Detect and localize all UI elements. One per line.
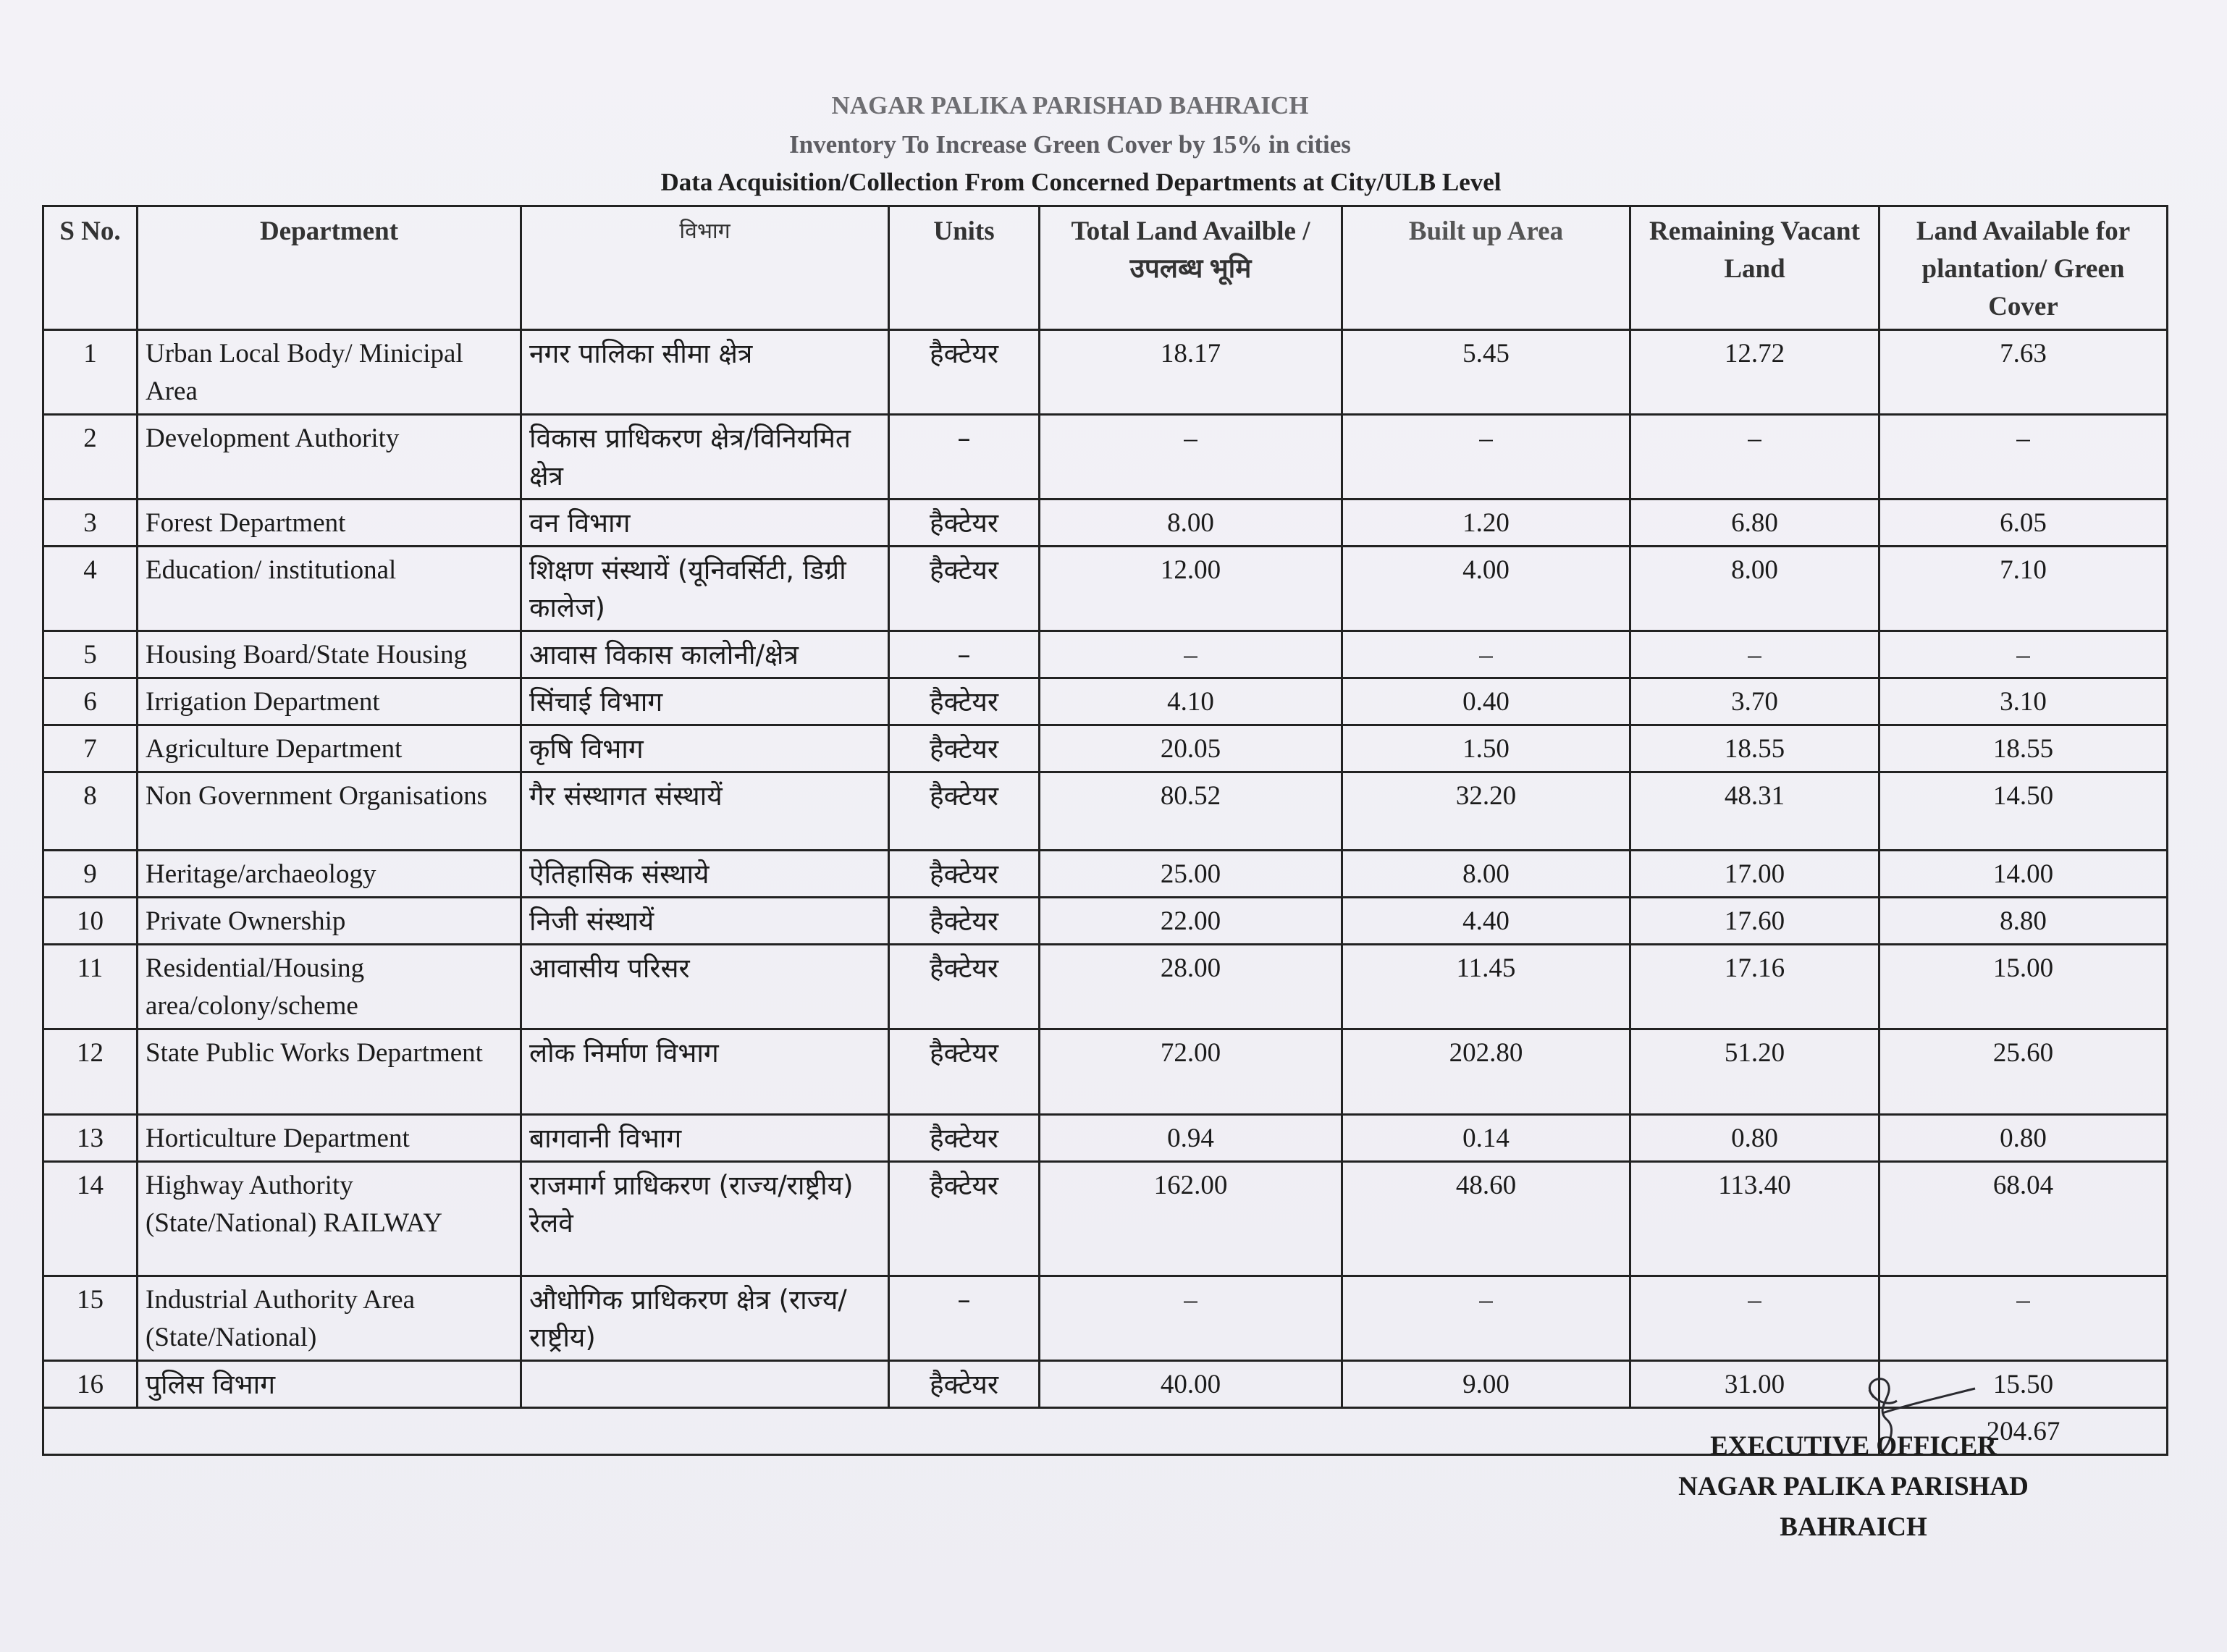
row-department: Development Authority [138,415,521,500]
row-total-land: – [1040,631,1342,678]
row-sno: 6 [43,678,138,725]
row-sno: 13 [43,1115,138,1162]
row-department: Agriculture Department [138,725,521,772]
row-department: Urban Local Body/ Minicipal Area [138,330,521,415]
row-vibhag: सिंचाई विभाग [521,678,889,725]
row-built-up: 0.14 [1342,1115,1630,1162]
total-row-spacer [43,1408,1879,1455]
row-plantation: 7.10 [1879,547,2168,631]
row-remaining: 113.40 [1630,1162,1879,1276]
row-built-up: 4.00 [1342,547,1630,631]
row-built-up: – [1342,415,1630,500]
row-total-land: 162.00 [1040,1162,1342,1276]
table-row [43,330,2168,415]
row-department: पुलिस विभाग [138,1361,521,1408]
table-row [43,415,2168,500]
signatory-title: EXECUTIVE OFFICER [1710,1431,1997,1461]
row-sno: 14 [43,1162,138,1276]
table-row [43,725,2168,772]
row-remaining: 12.72 [1630,330,1879,415]
table-row [43,772,2168,851]
row-built-up: – [1342,1276,1630,1361]
row-sno: 15 [43,1276,138,1361]
row-remaining: – [1630,415,1879,500]
col-header-vibhag: विभाग [521,206,889,330]
row-vibhag: आवासीय परिसर [521,945,889,1029]
row-plantation: 8.80 [1879,898,2168,945]
row-units: हैक्टेयर [889,945,1040,1029]
row-vibhag: विकास प्राधिकरण क्षेत्र/विनियमित क्षेत्र [521,415,889,500]
row-department: Industrial Authority Area (State/National) [138,1276,521,1361]
row-department: Private Ownership [138,898,521,945]
row-plantation: 15.00 [1879,945,2168,1029]
row-plantation: 7.63 [1879,330,2168,415]
row-built-up: 32.20 [1342,772,1630,851]
row-department: Forest Department [138,500,521,547]
row-plantation: 3.10 [1879,678,2168,725]
row-total-land: 80.52 [1040,772,1342,851]
row-department: Non Government Organisations [138,772,521,851]
row-sno: 7 [43,725,138,772]
row-sno: 8 [43,772,138,851]
row-department: State Public Works Department [138,1029,521,1115]
row-vibhag: आवास विकास कालोनी/क्षेत्र [521,631,889,678]
row-sno: 3 [43,500,138,547]
row-department: Irrigation Department [138,678,521,725]
grand-total-value: 204.67 [1879,1408,2168,1455]
row-plantation: 14.00 [1879,851,2168,898]
row-total-land: 12.00 [1040,547,1342,631]
row-total-land: 22.00 [1040,898,1342,945]
signatory-org: NAGAR PALIKA PARISHAD [1678,1472,2029,1501]
row-vibhag: कृषि विभाग [521,725,889,772]
row-total-land: 18.17 [1040,330,1342,415]
row-vibhag: वन विभाग [521,500,889,547]
row-built-up: 8.00 [1342,851,1630,898]
row-total-land: 25.00 [1040,851,1342,898]
row-remaining: 17.00 [1630,851,1879,898]
table-row [43,1029,2168,1115]
row-units: हैक्टेयर [889,898,1040,945]
row-remaining: 31.00 [1630,1361,1879,1408]
row-built-up: 48.60 [1342,1162,1630,1276]
row-department: Horticulture Department [138,1115,521,1162]
table-row [43,898,2168,945]
row-built-up: – [1342,631,1630,678]
row-total-land: 0.94 [1040,1115,1342,1162]
header-org-name: NAGAR PALIKA PARISHAD BAHRAICH [831,91,1309,119]
row-units: हैक्टेयर [889,772,1040,851]
row-built-up: 4.40 [1342,898,1630,945]
row-total-land: – [1040,415,1342,500]
row-sno: 1 [43,330,138,415]
row-vibhag: राजमार्ग प्राधिकरण (राज्य/राष्ट्रीय) रेलवे [521,1162,889,1276]
table-row [43,945,2168,1029]
table-row [43,500,2168,547]
row-units: हैक्टेयर [889,1029,1040,1115]
row-units: हैक्टेयर [889,851,1040,898]
row-remaining: 17.60 [1630,898,1879,945]
col-header-remaining: Remaining Vacant Land [1630,206,1879,330]
row-remaining: 6.80 [1630,500,1879,547]
row-remaining: 17.16 [1630,945,1879,1029]
row-sno: 16 [43,1361,138,1408]
col-header-sno: S No. [43,206,138,330]
row-built-up: 11.45 [1342,945,1630,1029]
table-body [43,330,2168,1455]
row-built-up: 1.50 [1342,725,1630,772]
row-sno: 4 [43,547,138,631]
row-department: Heritage/archaeology [138,851,521,898]
row-vibhag: निजी संस्थायें [521,898,889,945]
row-sno: 11 [43,945,138,1029]
row-plantation: 25.60 [1879,1029,2168,1115]
row-plantation: – [1879,631,2168,678]
row-units: हैक्टेयर [889,1115,1040,1162]
inventory-table [42,205,2168,1456]
row-units: हैक्टेयर [889,500,1040,547]
row-plantation: 18.55 [1879,725,2168,772]
table-row [43,1361,2168,1408]
row-plantation: 68.04 [1879,1162,2168,1276]
row-vibhag: लोक निर्माण विभाग [521,1029,889,1115]
row-total-land: 8.00 [1040,500,1342,547]
row-total-land: 28.00 [1040,945,1342,1029]
row-remaining: 0.80 [1630,1115,1879,1162]
table-row [43,851,2168,898]
row-total-land: 40.00 [1040,1361,1342,1408]
row-remaining: 48.31 [1630,772,1879,851]
row-units: हैक्टेयर [889,330,1040,415]
row-remaining: – [1630,1276,1879,1361]
row-remaining: – [1630,631,1879,678]
row-units: हैक्टेयर [889,547,1040,631]
row-vibhag: औधोगिक प्राधिकरण क्षेत्र (राज्य/राष्ट्रीय) [521,1276,889,1361]
row-units: हैक्टेयर [889,678,1040,725]
table-row [43,1162,2168,1276]
row-built-up: 202.80 [1342,1029,1630,1115]
row-vibhag: बागवानी विभाग [521,1115,889,1162]
row-vibhag: शिक्षण संस्थायें (यूनिवर्सिटी, डिग्री कालेज) [521,547,889,631]
row-plantation: – [1879,415,2168,500]
table-header-row [43,206,2168,330]
col-header-plantation: Land Available for plantation/ Green Cover [1879,206,2168,330]
row-units: – [889,1276,1040,1361]
row-department: Highway Authority (State/National) RAILWAY [138,1162,521,1276]
row-vibhag [521,1361,889,1408]
row-department: Education/ institutional [138,547,521,631]
row-vibhag: ऐतिहासिक संस्थाये [521,851,889,898]
row-plantation: 14.50 [1879,772,2168,851]
row-built-up: 5.45 [1342,330,1630,415]
row-units: – [889,631,1040,678]
table-row [43,547,2168,631]
row-units: हैक्टेयर [889,1361,1040,1408]
col-header-department: Department [138,206,521,330]
row-remaining: 18.55 [1630,725,1879,772]
row-units: हैक्टेयर [889,1162,1040,1276]
row-vibhag: गैर संस्थागत संस्थायें [521,772,889,851]
row-department: Housing Board/State Housing [138,631,521,678]
row-vibhag: नगर पालिका सीमा क्षेत्र [521,330,889,415]
row-plantation: 0.80 [1879,1115,2168,1162]
col-header-built-up: Built up Area [1342,206,1630,330]
header-description: Data Acquisition/Collection From Concerned Departments at City/ULB Level [660,168,1502,196]
row-plantation: 6.05 [1879,500,2168,547]
row-remaining: 8.00 [1630,547,1879,631]
header-subtitle: Inventory To Increase Green Cover by 15% in cities [789,130,1351,159]
row-total-land: 4.10 [1040,678,1342,725]
row-sno: 5 [43,631,138,678]
row-units: – [889,415,1040,500]
col-header-total-land: Total Land Availble /उपलब्ध भूमि [1040,206,1342,330]
table-row [43,631,2168,678]
table-row [43,1276,2168,1361]
row-units: हैक्टेयर [889,725,1040,772]
row-plantation: 15.50 [1879,1361,2168,1408]
row-built-up: 1.20 [1342,500,1630,547]
row-sno: 10 [43,898,138,945]
row-built-up: 0.40 [1342,678,1630,725]
row-remaining: 3.70 [1630,678,1879,725]
row-sno: 12 [43,1029,138,1115]
row-total-land: – [1040,1276,1342,1361]
col-header-units: Units [889,206,1040,330]
signatory-place: BAHRAICH [1780,1512,1927,1542]
table-row [43,1115,2168,1162]
row-sno: 2 [43,415,138,500]
row-sno: 9 [43,851,138,898]
row-built-up: 9.00 [1342,1361,1630,1408]
row-department: Residential/Housing area/colony/scheme [138,945,521,1029]
signatory-block [1651,1426,2056,1548]
table-row [43,678,2168,725]
row-total-land: 72.00 [1040,1029,1342,1115]
row-plantation: – [1879,1276,2168,1361]
row-remaining: 51.20 [1630,1029,1879,1115]
row-total-land: 20.05 [1040,725,1342,772]
